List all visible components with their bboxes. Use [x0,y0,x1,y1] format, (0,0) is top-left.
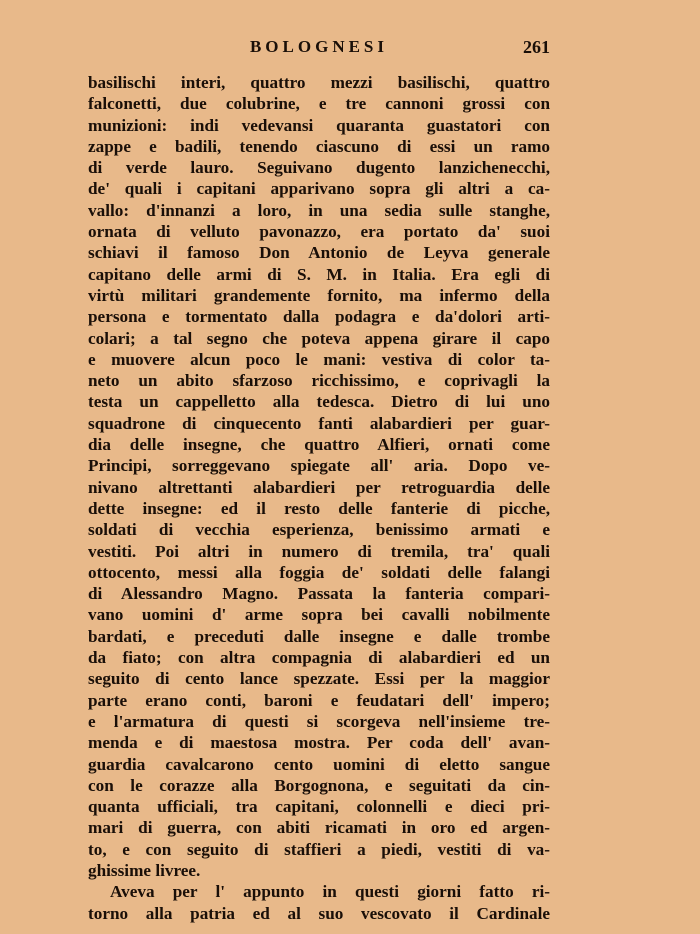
text-line: capitano delle armi di S. M. in Italia. Era egli di [88,264,550,284]
page-number: 261 [523,37,550,57]
text-line: nivano altrettanti alabardieri per retroguardia delle [88,477,550,497]
text-line: Aveva per l' appunto in questi giorni fatto ri- [110,882,550,902]
text-line: zappe e badili, tenendo ciascuno di essi un ramo [88,136,550,156]
text-line: testa un cappelletto alla tedesca. Dietro di lui uno [88,392,550,412]
text-line: squadrone di cinquecento fanti alabardieri per guar- [88,413,550,433]
text-line: seguito di cento lance spezzate. Essi per la maggior [88,669,550,689]
text-line: vallo: d'innanzi a loro, in una sedia sulle stanghe, [88,200,550,220]
text-line: to, e con seguito di staffieri a piedi, vestiti di va- [88,839,550,859]
text-line: munizioni: indi vedevansi quaranta guastatori con [88,115,550,135]
text-line: falconetti, due colubrine, e tre cannoni grossi con [88,94,550,114]
text-line: bardati, e preceduti dalle insegne e dalle trombe [88,626,550,646]
running-title: BOLOGNESI [249,37,389,56]
text-line: ghissime livree. [88,860,201,880]
text-line: torno alla patria ed al suo vescovato il Cardinale [88,903,550,923]
text-line: basilischi interi, quattro mezzi basilischi, quattro [88,73,550,92]
text-line: Principi, sorreggevano spiegate all' aria. Dopo ve- [88,456,550,476]
text-line: con le corazze alla Borgognona, e seguitati da cin- [88,775,550,795]
text-line: ornata di velluto pavonazzo, era portato da' suoi [88,222,550,242]
text-line: e l'armatura di questi si scorgeva nell'insieme tre- [88,711,550,731]
text-line: parte erano conti, baroni e feudatari dell' impero; [88,690,550,710]
text-line: neto un abito sfarzoso ricchissimo, e coprivagli la [88,371,550,391]
text-line: persona e tormentato dalla podagra e da'dolori arti- [88,307,550,327]
text-line: vano uomini d' arme sopra bei cavalli nobilmente [88,605,550,625]
text-line: guardia cavalcarono cento uomini di eletto sangue [88,754,550,774]
text-line: quanta ufficiali, tra capitani, colonnelli e dieci pri- [88,797,550,817]
text-line: di verde lauro. Seguivano dugento lanzichenecchi, [88,158,550,178]
text-line: mari di guerra, con abiti ricamati in oro ed argen- [88,818,550,838]
text-line: vestiti. Poi altri in numero di tremila, tra' quali [88,541,550,561]
text-line: soldati di vecchia esperienza, benissimo armati e [88,520,550,540]
text-line: dette insegne: ed il resto delle fanterie di picche, [88,498,550,518]
text-line: menda e di maestosa mostra. Per coda dell' avan- [88,733,550,753]
body-text [88,72,550,924]
page-header [88,34,550,60]
text-line: di Alessandro Magno. Passata la fanteria compari- [88,584,550,604]
text-line: colari; a tal segno che poteva appena girare il capo [88,328,550,348]
text-line: ottocento, messi alla foggia de' soldati delle falangi [88,562,550,582]
text-line: da fiato; con altra compagnia di alabardieri ed un [88,648,550,668]
text-line: schiavi il famoso Don Antonio de Leyva generale [88,243,550,263]
text-line: virtù militari grandemente fornito, ma infermo della [88,285,550,305]
text-line: dia delle insegne, che quattro Alfieri, ornati come [88,435,550,455]
text-line: e muovere alcun poco le mani: vestiva di color ta- [88,349,550,369]
text-line: de' quali i capitani apparivano sopra gli altri a ca- [88,179,550,199]
